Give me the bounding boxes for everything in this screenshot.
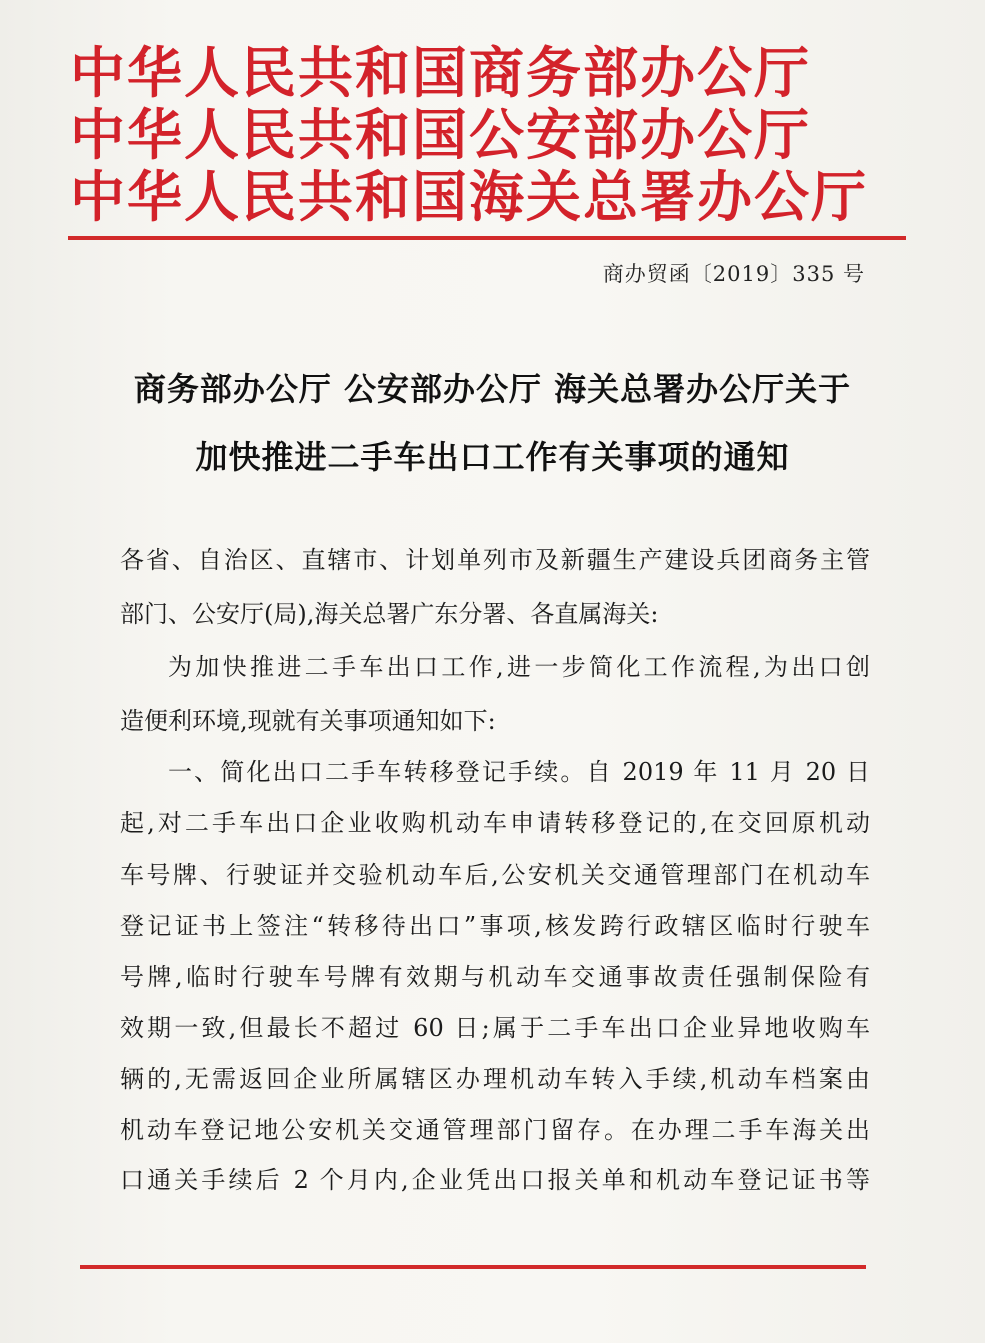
document-title-line-2: 加快推进二手车出口工作有关事项的通知 bbox=[195, 438, 790, 476]
document-number: 商办贸函〔2019〕335 号 bbox=[602, 262, 865, 286]
issuer-ministry-of-public-security: 中华人民共和国公安部办公厅 bbox=[70, 102, 812, 167]
footer-divider bbox=[80, 1265, 866, 1269]
issuer-block bbox=[70, 42, 910, 228]
body-line: 辆的,无需返回企业所属辖区办理机动车转入手续,机动车档案由 bbox=[120, 1065, 870, 1093]
issuer-general-administration-of-customs: 中华人民共和国海关总署办公厅 bbox=[70, 164, 869, 229]
body-line: 为加快推进二手车出口工作,进一步简化工作流程,为出口创 bbox=[168, 653, 870, 681]
issuer-ministry-of-commerce: 中华人民共和国商务部办公厅 bbox=[70, 40, 812, 105]
body-line: 起,对二手车出口企业收购机动车申请转移登记的,在交回原机动 bbox=[120, 809, 870, 837]
body-line: 造便利环境,现就有关事项通知如下: bbox=[120, 707, 496, 735]
document-title-line-1: 商务部办公厅 公安部办公厅 海关总署办公厅关于 bbox=[133, 370, 852, 408]
body-line: 登记证书上签注“转移待出口”事项,核发跨行政辖区临时行驶车 bbox=[120, 912, 870, 940]
addressee-line-2: 部门、公安厅(局),海关总署广东分署、各直属海关: bbox=[120, 600, 659, 628]
body-line: 一、简化出口二手车转移登记手续。自 2019 年 11 月 20 日 bbox=[168, 758, 870, 786]
body-line: 机动车登记地公安机关交通管理部门留存。在办理二手车海关出 bbox=[120, 1116, 870, 1144]
body-line: 车号牌、行驶证并交验机动车后,公安机关交通管理部门在机动车 bbox=[120, 861, 870, 889]
body-line: 号牌,临时行驶车号牌有效期与机动车交通事故责任强制保险有 bbox=[120, 963, 870, 991]
body-line: 效期一致,但最长不超过 60 日;属于二手车出口企业异地收购车 bbox=[120, 1014, 870, 1042]
header-divider bbox=[68, 236, 906, 240]
body-line: 口通关手续后 2 个月内,企业凭出口报关单和机动车登记证书等 bbox=[120, 1166, 870, 1194]
addressee-line-1: 各省、自治区、直辖市、计划单列市及新疆生产建设兵团商务主管 bbox=[120, 546, 870, 574]
